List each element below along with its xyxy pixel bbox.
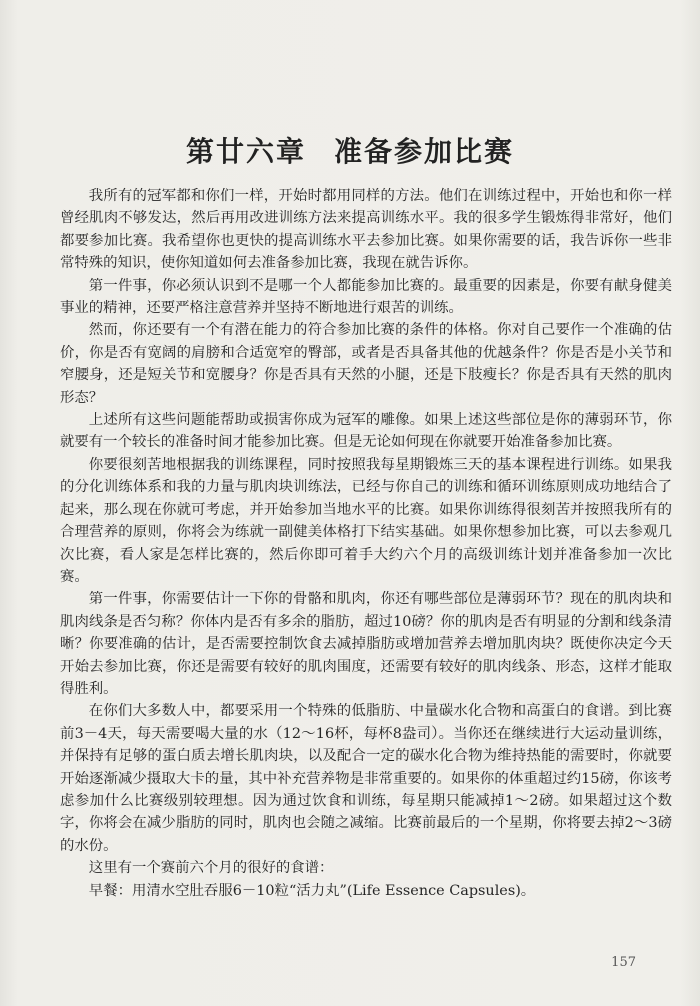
paragraph: 上述所有这些问题能帮助或损害你成为冠军的雕像。如果上述这些部位是你的薄弱环节，你就要有一个较长的准备时间才能参加比赛。但是无论如何现在你就要开始准备参加比赛。 — [60, 412, 672, 451]
paragraph: 这里有一个赛前六个月的很好的食谱： — [88, 860, 334, 877]
paragraph: 然而，你还要有一个有潜在能力的符合参加比赛的条件的体格。你对自己要作一个准确的估价，你是否有宽阔的肩膀和合适宽窄的臀部，或者是否具备其他的优越条件？你是否是小关节和窄腰身，还是短关节和宽腰身？你是否具有天然的小腿，还是下肢瘦长？你是否具有天然的肌肉形态？ — [60, 322, 672, 406]
paragraph: 第一件事，你必须认识到不是哪一个人都能参加比赛的。最重要的因素是，你要有献身健美事业的精神，还要严格注意营养并坚持不断地进行艰苦的训练。 — [60, 277, 672, 317]
breakfast-line: 早餐：用清水空肚吞服6－10粒“活力丸”(Life Essence Capsules)。 — [88, 882, 536, 899]
paragraph: 第一件事，你需要估计一下你的骨骼和肌肉，你还有哪些部位是薄弱环节？现在的肌肉块和肌肉线条是否匀称？你体内是否有多余的脂肪，超过10磅？你的肌肉是否有明显的分割和线条清晰？你要准确的估计，是否需要控制饮食去减掉脂肪或增加营养去增加肌肉块？既使你决定今天开始去参加比赛，你还是需要有较好的肌肉围度，还需要有较好的肌肉线条、形态，这样才能取得胜利。 — [60, 591, 672, 697]
chapter-body — [60, 185, 672, 902]
chapter-number: 第廿六章 — [185, 135, 306, 168]
chapter-heading — [0, 130, 700, 170]
chapter-title: 准备参加比赛 — [334, 135, 515, 168]
paragraph: 在你们大多数人中，都要采用一个特殊的低脂肪、中量碳水化合物和高蛋白的食谱。到比赛前3－4天，每天需要喝大量的水（12～16杯，每杯8盎司）。当你还在继续进行大运动量训练，并保持有足够的蛋白质去增长肌肉块，以及配合一定的碳水化合物为维持热能的需要时，你就要开始逐渐减少摄取大卡的量，其中补充营养物是非常重要的。如果你的体重超过约15磅，你该考虑参加什么比赛级别较理想。因为通过饮食和训练，每星期只能减掉1～2磅。如果超过这个数字，你将会在减少脂肪的同时，肌肉也会随之减缩。比赛前最后的一个星期，你将要去掉2～3磅的水份。 — [60, 703, 672, 854]
page-number: 157 — [611, 955, 636, 970]
paragraph: 我所有的冠军都和你们一样，开始时都用同样的方法。他们在训练过程中，开始也和你一样曾经肌肉不够发达，然后再用改进训练方法来提高训练水平。我的很多学生锻炼得非常好，他们都要参加比赛。我希望你也更快的提高训练水平去参加比赛。如果你需要的话，我告诉你一些非常特殊的知识，使你知道如何去准备参加比赛，我现在就告诉你。 — [60, 188, 672, 272]
paragraph: 你要很刻苦地根据我的训练课程，同时按照我每星期锻炼三天的基本课程进行训练。如果我的分化训练体系和我的力量与肌肉块训练法，已经与你自己的训练和循环训练原则成功地结合了起来，那么现在你就可考虑，并开始参加当地水平的比赛。如果你训练得很刻苦并按照我所有的合理营养的原则，你将会为练就一副健美体格打下结实基础。如果你想参加比赛，可以去参观几次比赛，看人家是怎样比赛的，然后你即可着手大约六个月的高级训练计划并准备参加一次比赛。 — [60, 456, 672, 585]
